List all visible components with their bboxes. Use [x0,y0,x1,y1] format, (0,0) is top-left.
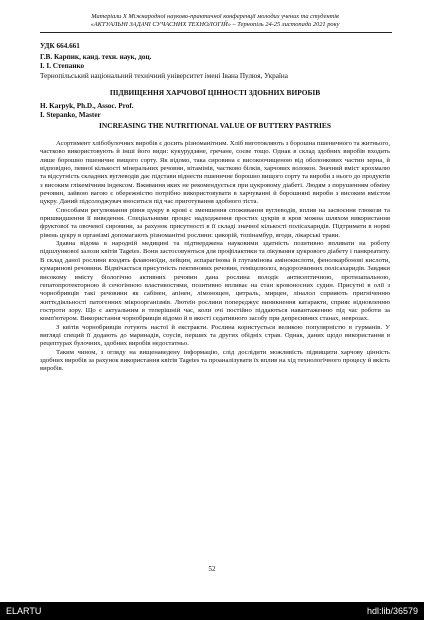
udc-code: УДК 664.661 [40,42,80,50]
title-en: INCREASING THE NUTRITIONAL VALUE OF BUTTERY PASTRIES [99,121,331,130]
repository-name: ELARTU [6,606,42,616]
conference-header [40,13,390,29]
conference-header-line-2: «АКТУАЛЬНІ ЗАДАЧІ СУЧАСНИХ ТЕХНОЛОГІЙ» – Тернопіль 24-25 листопада 2021 року [90,21,340,28]
paragraph: Таким чином, з огляду на вищенаведену інформацію, слід дослідити можливість підвищити харчову цінність здобних виробів за рахунок використання квітів Tagetes та проаналізувати їх вплив на хід технологічного процесу й якість виробів. [40,348,390,373]
conference-header-line-1: Матеріали Х Міжнародної науково-практичної конференції молодих учених та студентів [91,13,339,20]
article-body [40,140,390,374]
paragraph: Способами регулювання рівня цукру в крові є зменшення споживання вуглеводів, вплив на засвоєння глюкози та пришвидшення її виведення. Спеціальними процес надходження простих цукрів в кров можна шляхом використання фруктової та овочевої сировини, за рахунок присутності в її складі значної кількості полісахаридів. Підтримати в нормі рівень цукру в організмі допомагають різноманітні рослини: цикорій, топінамбур, ягоди, лікарські трави. [40,206,390,239]
handle-link[interactable]: hdl:lib/36579 [366,606,418,616]
repository-footer [0,602,424,620]
affiliation: Тернопільський національний технічний університет імені Івана Пулюя, Україна [40,72,288,80]
header-divider [40,32,392,33]
author-ua-1: Г.В. Карпик, канд. техн. наук, доц. [40,53,152,61]
author-en-1: H. Karpyk, Ph.D., Assoc. Prof. [40,102,134,110]
author-en-2: I. Stepanko, Master [40,111,101,119]
paragraph: З квітів чорнобривців готують настої й екстракти. Рослина користується великою популярністю в гурманів. У вигляді специй її додають до маринадів, соусів, перших та других обідніх страв. Однак, даних щодо використання в рецептурах булочних, здобних виробів недостатньо. [40,323,390,348]
title-ua: ПІДВИЩЕННЯ ХАРЧОВОЇ ЦІННОСТІ ЗДОБНИХ ВИРОБІВ [109,88,321,97]
author-ua-2: І. І. Степанко [40,62,85,70]
page-number: 52 [208,565,216,573]
paragraph: Здавна відома в народній медицині та підтверджена науковими здатність позитивно впливати на роботу підшлункової залози квітів Tagetes. Вони застосовуються для профілактики та лікування цукрового діабету і панкреатиту. В склад даної рослини входять флавоноїди, лейцин, аспарагінова й глутамінова амінокислоти, фенолкарбонові кислоти, кумаринові речовини. Відмічається присутність пектинових речовин, геміцелюлоз, водорозчинних полісахаридів. Завдяки високому вмісту біологічно активних речовин дана рослина володіє антисептичною, протизапальною, гепатопротекторною й сечогінною властивостями, позитивно впливає на стан кровоносних судин. Присутні в олії з чорнобривців такі речовини як сабінен, апінен, лімонощен, цитраль, мирцен, ліналол сприяють пригніченню життєдіяльності патогенних мікроорганізмів. Лютеїн рослини попереджує виникнення катаракти, сприяє відновленню гостроти зору. Що є актуальним в теперішній час, коли очі постійно піддаються навантаженню під час роботи за комп'ютером. Використання чорнобривців відомо й в якості седативного засобу при депресивних станах, неврозах. [40,240,390,323]
paragraph: Асортимент хлібобулочних виробів є досить різноманітним. Хліб виготовляють з борошна пшеничного та житнього, частково використовують й інші його види: кукурудзяне, гречане, соєве тощо. Однак в склад здобних виробів входить лише борошно пшеничне вищого сорту. Як відомо, така сировина є високоочищеною від оболонкових частин зерна, й відповідно, певної кількості мінеральних речовин, вітамінів, частково білків, харчових волокон. Значний вміст крохмалю та відсутність складних вуглеводів дає підстави віднести пшеничне борошно вищого сорту та вироби з нього до продуктів з високим глікемічним індексом. Вживання яких не рекомендується при цукровому діабеті. Людям з порушенням обміну речовин, зайвою вагою є обережністю потрібно використовувати в харчуванні й борошняні вироби з високим вмістом цукру. Даний підсолоджувач вноситься під час приготування здобного тіста. [40,140,390,206]
